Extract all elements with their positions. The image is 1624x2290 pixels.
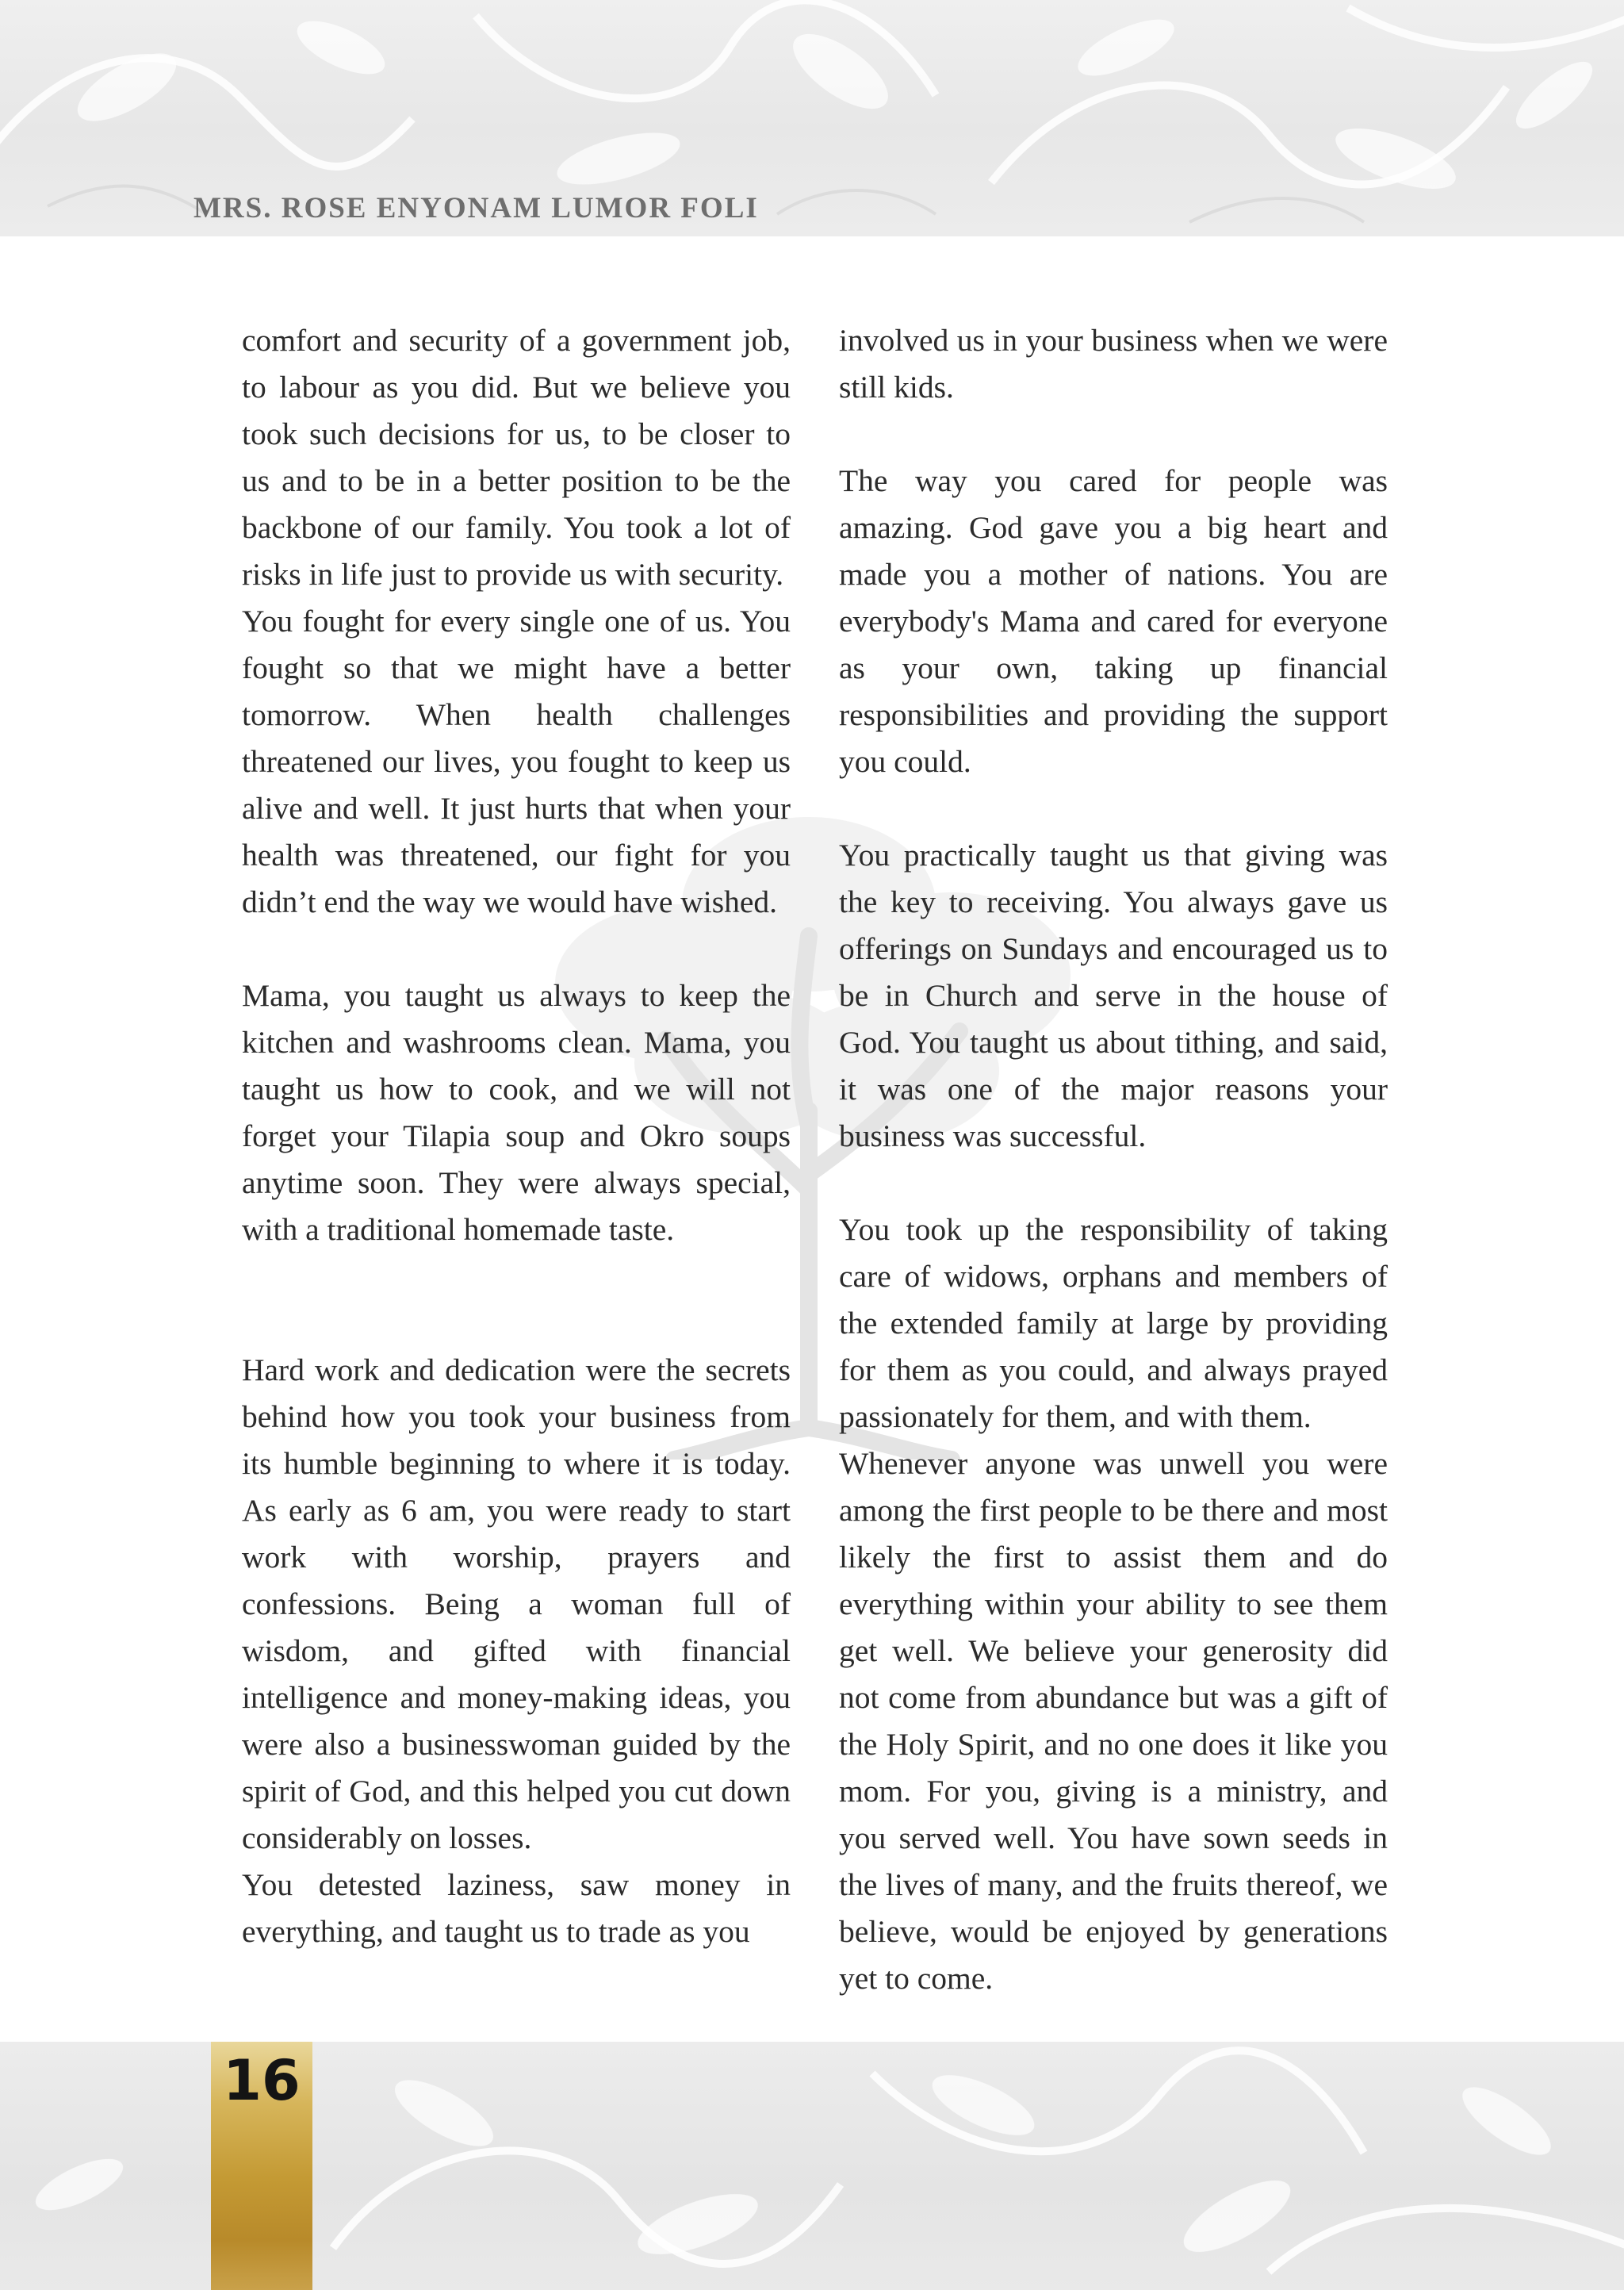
left-paragraph-5: You detested laziness, saw money in everything, and taught us to trade as you: [242, 1867, 791, 1949]
left-paragraph-3: Mama, you taught us always to keep the kitchen and washrooms clean. Mama, you taught us how to cook, and we will not forget your Tilapia soup and Okro soups anytime soon. They were always special, with a traditional homemade taste.: [242, 978, 791, 1247]
left-paragraph-1: comfort and security of a government job, to labour as you did. But we believe you took such decisions for us, to be closer to us and to be in a better position to be the backbone of our family. You took a lot of risks in life just to provide us with security.: [242, 323, 791, 592]
right-paragraph-3: You practically taught us that giving was the key to receiving. You always gave us offerings on Sundays and encouraged us to be in Church and serve in the house of God. You taught us about tithing, and said, it was one of the major reasons your business was successful.: [839, 838, 1388, 1153]
right-paragraph-5: Whenever anyone was unwell you were among the first people to be there and most likely the first to assist them and do everything within your ability to see them get well. We believe your generosity did not come from abundance but was a gift of the Holy Spirit, and no one does it like you mom. For you, giving is a ministry, and you served well. You have sown seeds in the lives of many, and the fruits thereof, we believe, would be enjoyed by generations yet to come.: [839, 1446, 1388, 1996]
left-paragraph-4: Hard work and dedication were the secrets behind how you took your business from its humble beginning to where it is today. As early as 6 am, you were ready to start work with worship, prayers and confessions. Being a woman full of wisdom, and gifted with financial intelligence and money-making ideas, you were also a businesswoman guided by the spirit of God, and this helped you cut down considerably on losses.: [242, 1352, 791, 1855]
right-paragraph-4: You took up the responsibility of taking care of widows, orphans and members of the extended family at large by providing for them as you could, and always prayed passionately for them, and with them.: [839, 1212, 1388, 1434]
header-ornament-band: [0, 0, 1624, 236]
right-text-column: [839, 317, 1388, 2002]
right-paragraph-1: involved us in your business when we were still kids.: [839, 323, 1388, 405]
right-paragraph-2: The way you cared for people was amazing. God gave you a big heart and made you a mother of nations. You are everybody's Mama and cared for everyone as your own, taking up financial responsibilities and providing the support you could.: [839, 463, 1388, 779]
page-number: 16: [223, 2048, 301, 2113]
left-text-column: [242, 317, 791, 1955]
running-head: MRS. ROSE ENYONAM LUMOR FOLI: [193, 192, 759, 224]
left-paragraph-2: You fought for every single one of us. You fought so that we might have a better tomorrow. When health challenges threatened our lives, you fought to keep us alive and well. It just hurts that when your health was threatened, our fight for you didn’t end the way we would have wished.: [242, 604, 791, 919]
